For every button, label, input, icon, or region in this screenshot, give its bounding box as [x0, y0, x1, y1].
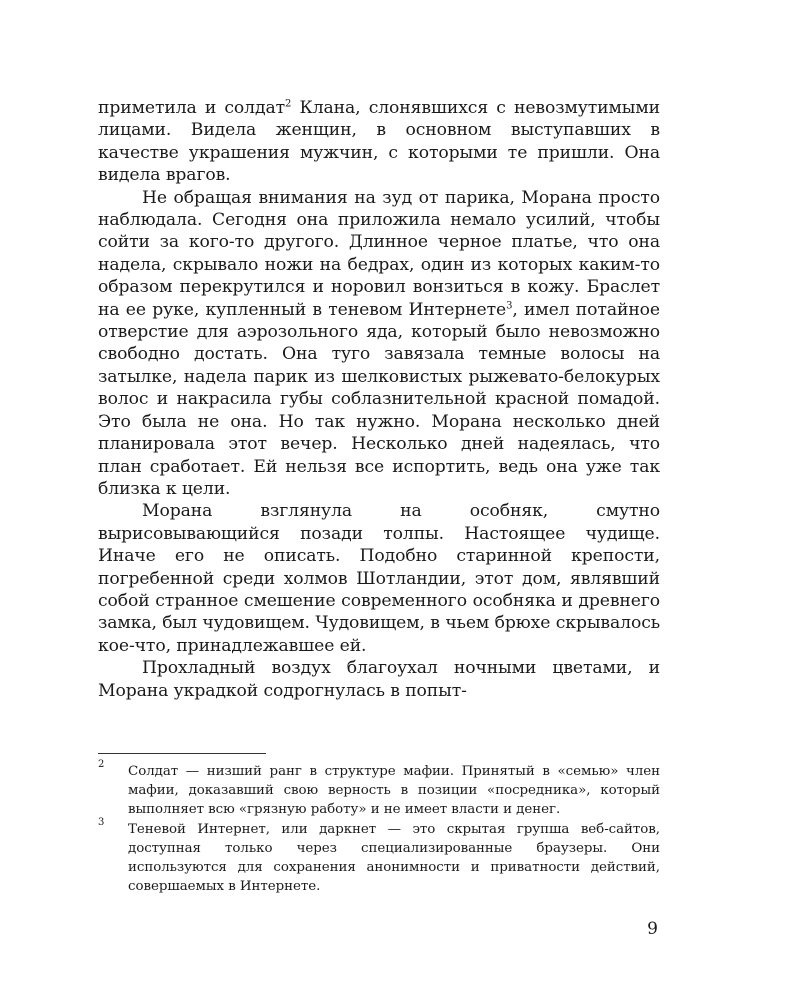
footnote-text: Солдат — низший ранг в структуре мафии. Принятый в «семью» член мафии, доказавший свою верность в позиции «посредника», который выполняет всю «грязную работу» и не имеет власти и денег.: [128, 764, 660, 818]
footnote-divider: [98, 753, 266, 754]
paragraph-2: [98, 187, 660, 501]
footnote-2: [98, 759, 660, 820]
paragraph-4: Прохладный воздух благоухал ночными цветами, и Морана украдкой содрогнулась в попыт-: [98, 658, 660, 701]
paragraph-1-text-b: Клана, слонявшихся с невозмутимыми лицами. Видела женщин, в основном выступавших в качестве украшения мужчин, с которыми те пришли. Она видела врагов.: [98, 98, 661, 186]
page-number: 9: [647, 919, 658, 939]
paragraph-2-text-c: , имел потайное отверстие для аэрозольного яда, который было невозможно свободно достать. Она туго завязала темные волосы на затылке, надела парик из шелковистых рыжевато-белокурых волос и накрасила губы соблазнительной красной помадой. Это была не она. Но так нужно. Морана несколько дней планировала этот вечер. Несколько дней надеялась, что план сработает. Ей нельзя все испортить, ведь она уже так близка к цели.: [98, 299, 661, 499]
paragraph-2-text-b: Браслет на ее руке, купленный в теневом Интернете: [98, 277, 660, 320]
footnote-number: 2: [98, 759, 105, 770]
paragraph-2-text-a: Не обращая внимания на зуд от парика, Морана просто наблюдала. Сегодня она приложила немало усилий, чтобы сойти за кого-то другого. Длинное черное платье, что она надела, скрывало ножи на бедрах, один из которых каким-то образом перекрутился и норовил вонзиться в кожу.: [98, 187, 660, 298]
footnotes: [98, 759, 660, 896]
footnote-text: Теневой Интернет, или даркнет — это скрытая групша веб-сайтов, доступная только через специализированные браузеры. Они используются для сохранения анонимности и приватности действий, совершаемых в Интернете.: [128, 821, 660, 895]
footnote-number: 3: [98, 816, 105, 828]
paragraph-1: [98, 97, 660, 187]
footnote-ref-2[interactable]: 2: [285, 98, 292, 110]
paragraph-1-text-a: приметила и солдат: [98, 98, 286, 118]
main-text: [98, 97, 660, 702]
paragraph-3: Морана взглянула на особняк, смутно вырисовывающийся позади толпы. Настоящее чудище. Иначе его не описать. Подобно старинной крепости, погребенной среди холмов Шотландии, этот дом, являвший собой странное смешение современного особняка и древнего замка, был чудовищем. Чудовищем, в чьем брюхе скрывалось кое-что, принадлежавшее ей.: [98, 501, 660, 656]
footnote-ref-3[interactable]: 3: [506, 299, 513, 311]
footnote-3: [98, 816, 660, 897]
